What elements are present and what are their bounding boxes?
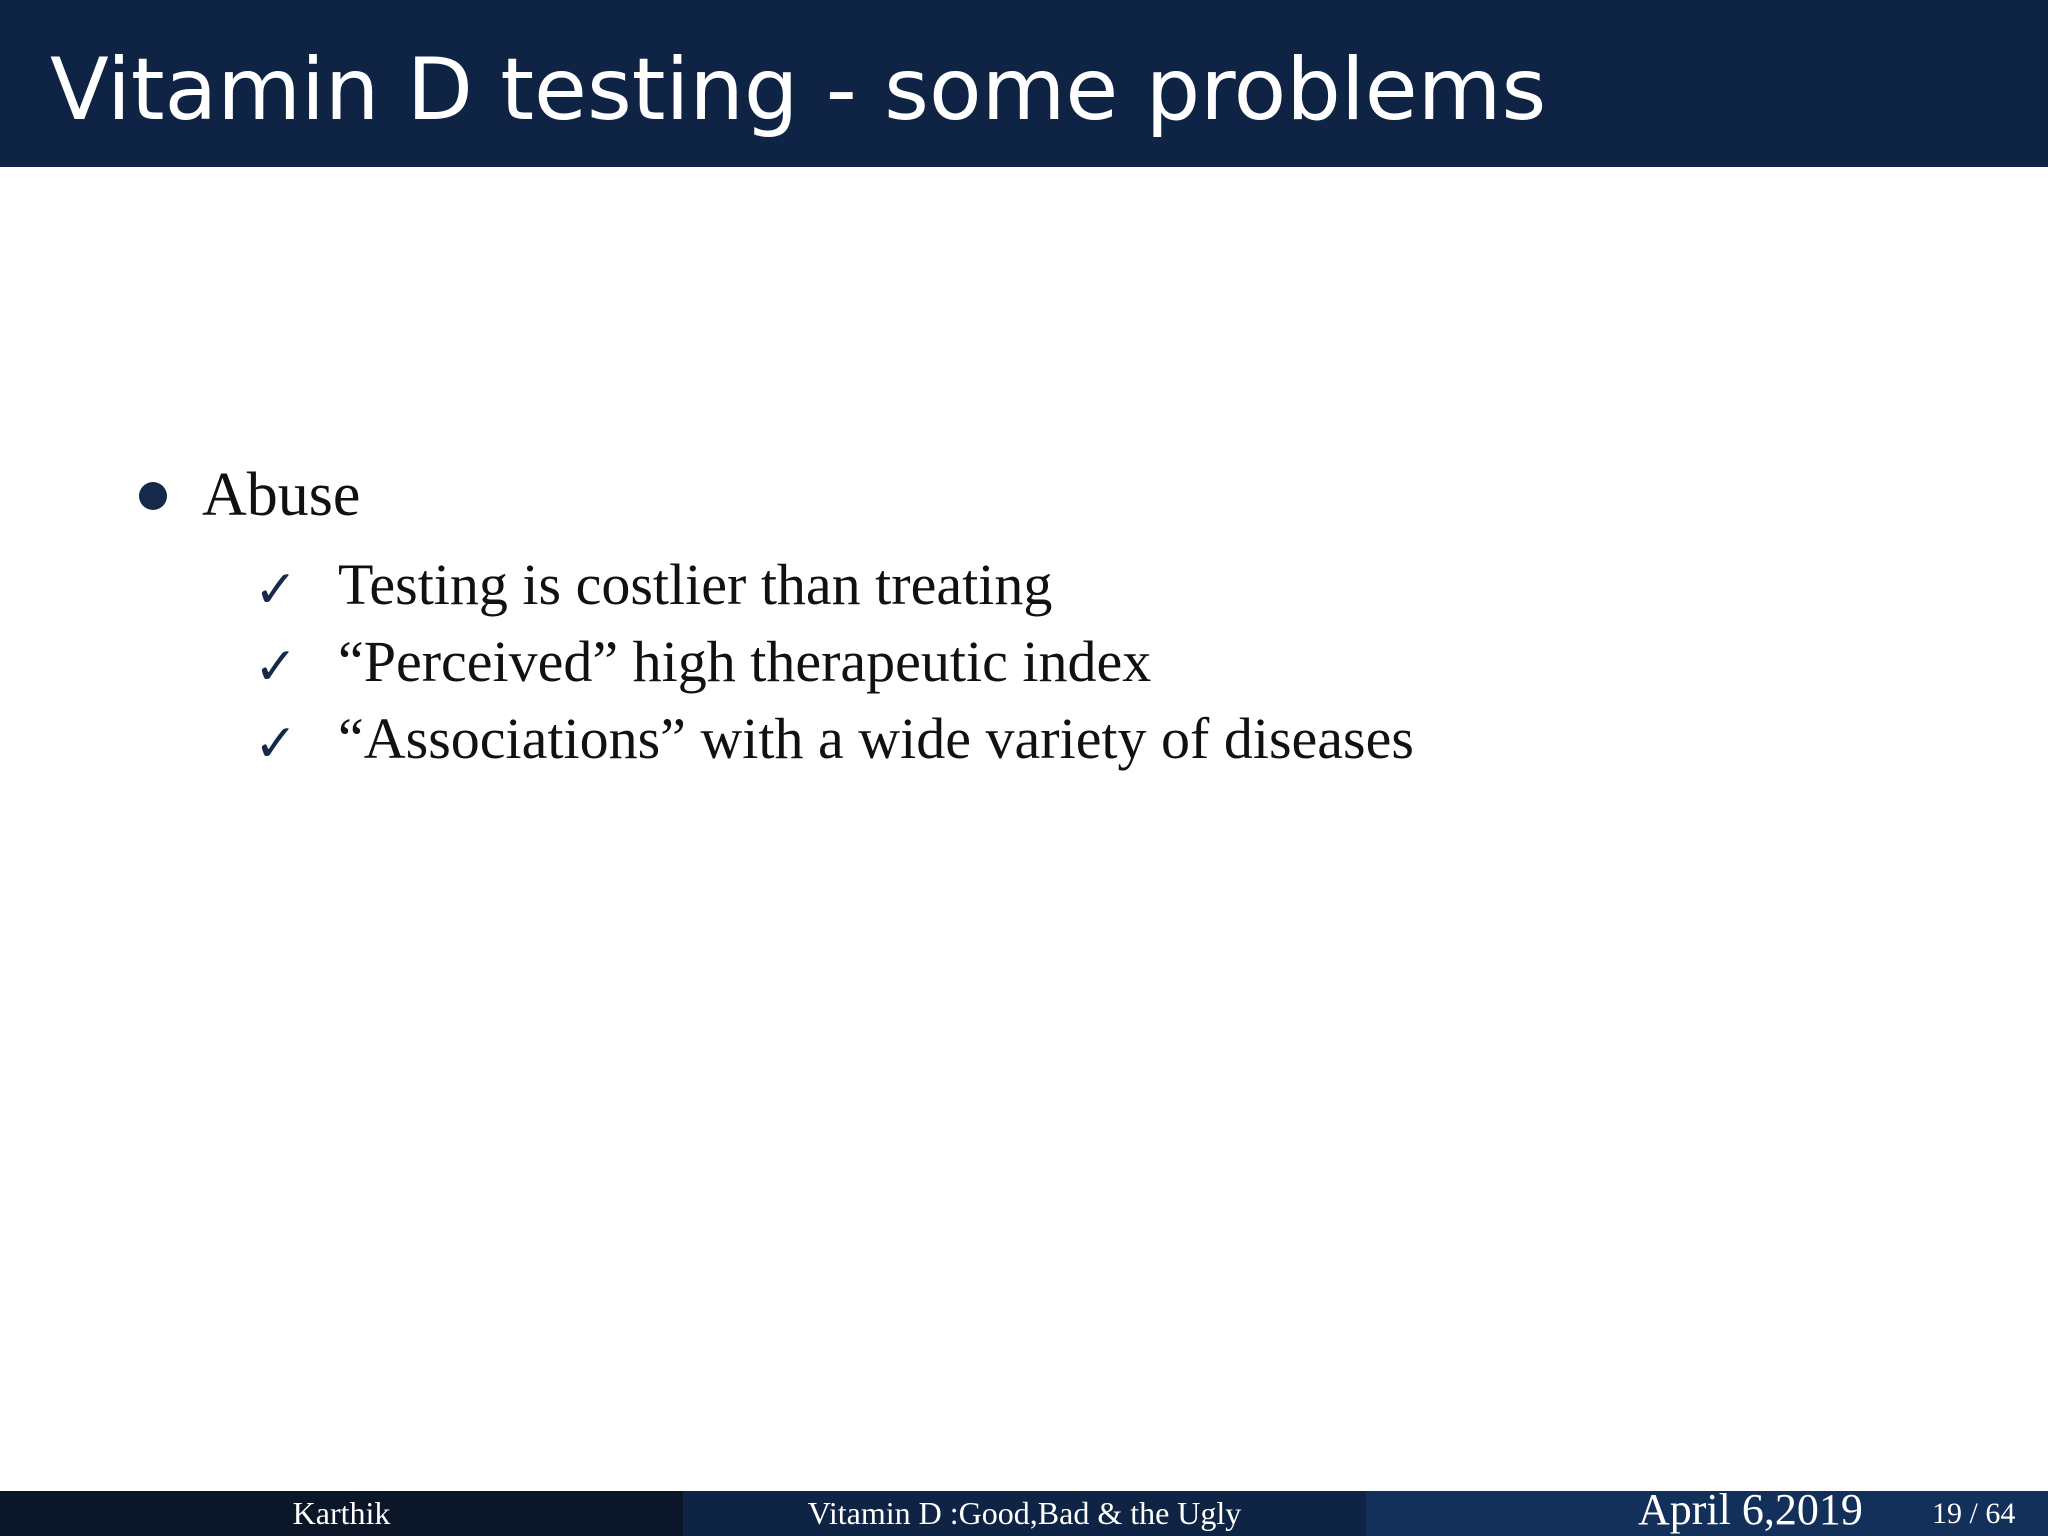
sub-item: “Perceived” high therapeutic index — [338, 629, 1152, 694]
footer-right-panel — [1366, 1485, 2048, 1536]
footer — [0, 1485, 2048, 1536]
slide-title: Vitamin D testing - some problems — [50, 40, 1547, 140]
page-number: 19 / 64 — [1932, 1497, 2016, 1530]
footer-presentation-title: Vitamin D :Good,Bad & the Ugly — [683, 1491, 1366, 1536]
sub-item: “Associations” with a wide variety of diseases — [338, 706, 1414, 771]
footer-author: Karthik — [0, 1491, 683, 1536]
bullet-dot-icon — [139, 482, 167, 510]
check-mark-icon: ✓ — [254, 639, 298, 696]
sub-item: Testing is costlier than treating — [338, 552, 1053, 617]
footer-date: April 6,2019 — [1638, 1485, 1863, 1534]
check-mark-icon: ✓ — [254, 716, 298, 773]
bullet-item: Abuse — [202, 461, 361, 529]
check-mark-icon: ✓ — [254, 562, 298, 619]
